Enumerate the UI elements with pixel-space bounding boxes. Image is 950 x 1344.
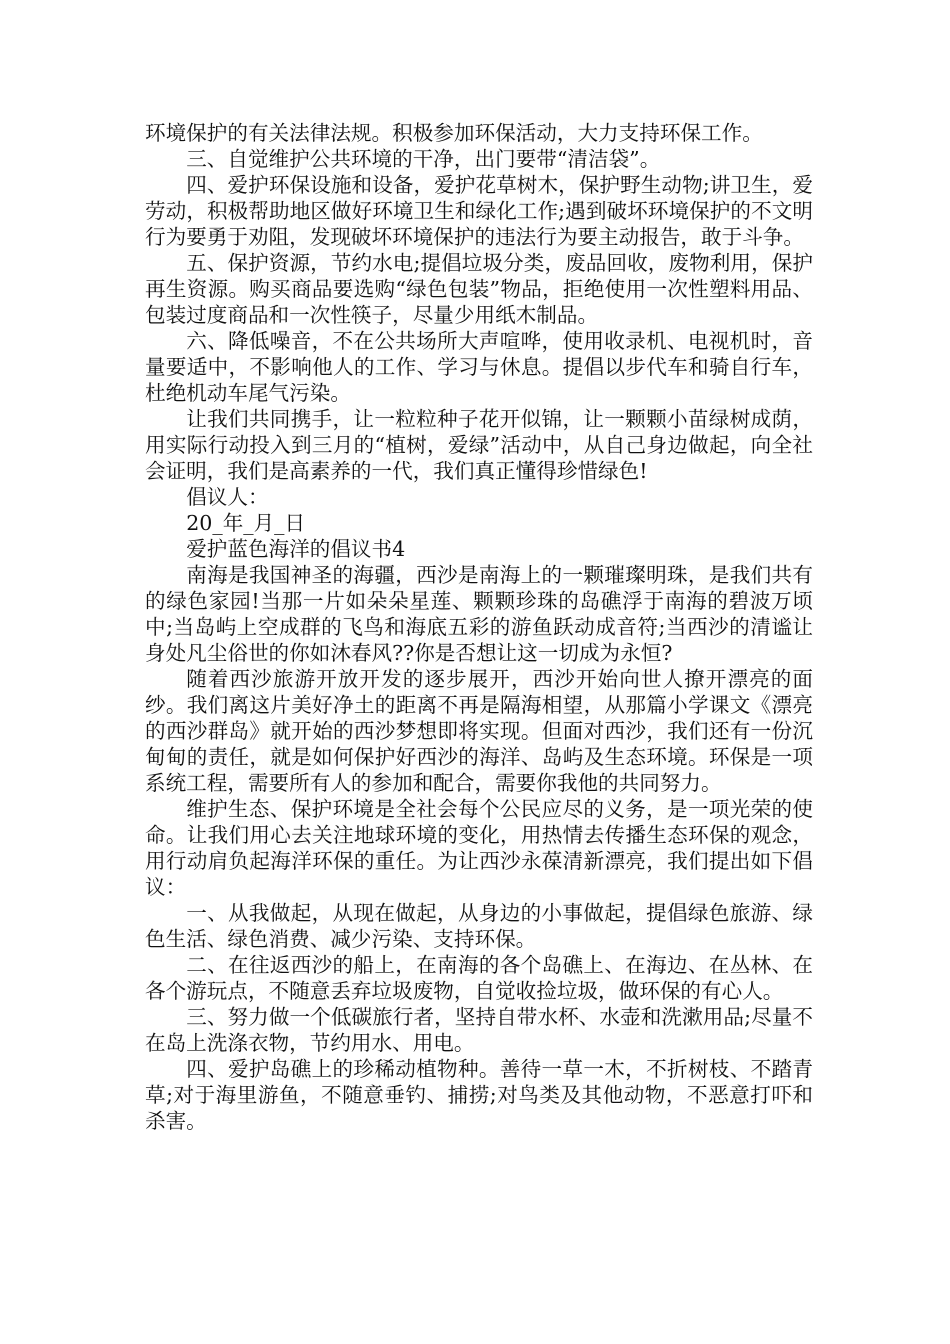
paragraph-3: 四、爱护环保设施和设备，爱护花草树木，保护野生动物;讲卫生，爱劳动，积极帮助地区做好环境卫生和绿化工作;遇到破坏环境保护的不文明行为要勇于劝阻，发现破坏环境保护的违法行为要主动报告，敢于斗争。 <box>145 173 813 249</box>
document-body <box>145 120 813 1134</box>
paragraph-4: 五、保护资源，节约水电;提倡垃圾分类，废品回收，废物利用，保护再生资源。购买商品要选购“绿色包装”物品，拒绝使用一次性塑料用品、包装过度商品和一次性筷子，尽量少用纸木制品。 <box>145 251 813 327</box>
paragraph-1: 环境保护的有关法律法规。积极参加环保活动，大力支持环保工作。 <box>145 121 763 145</box>
paragraph-12: 维护生态、保护环境是全社会每个公民应尽的义务，是一项光荣的使命。让我们用心去关注地球环境的变化，用热情去传播生态环保的观念，用行动肩负起海洋环保的重任。为让西沙永葆清新漂亮，我们提出如下倡议： <box>145 797 813 899</box>
paragraph-10: 南海是我国神圣的海疆，西沙是南海上的一颗璀璨明珠，是我们共有的绿色家园!当那一片如朵朵星莲、颗颗珍珠的岛礁浮于南海的碧波万顷中;当岛屿上空成群的飞鸟和海底五彩的游鱼跃动成音符;当西沙的清谧让身处凡尘俗世的你如沐春风??你是否想让这一切成为永恒? <box>145 563 813 665</box>
paragraph-2: 三、自觉维护公共环境的干净，出门要带“清洁袋”。 <box>186 147 661 171</box>
paragraph-11: 随着西沙旅游开放开发的逐步展开，西沙开始向世人撩开漂亮的面纱。我们离这片美好净土的距离不再是隔海相望，从那篇小学课文《漂亮的西沙群岛》就开始的西沙梦想即将实现。但面对西沙，我们还有一份沉甸甸的责任，就是如何保护好西沙的海洋、岛屿及生态环境。环保是一项系统工程，需要所有人的参加和配合，需要你我他的共同努力。 <box>145 667 813 795</box>
paragraph-16: 四、爱护岛礁上的珍稀动植物种。善待一草一木，不折树枝、不踏青草;对于海里游鱼，不随意垂钓、捕捞;对鸟类及其他动物，不恶意打吓和杀害。 <box>145 1057 813 1133</box>
paragraph-14: 二、在往返西沙的船上，在南海的各个岛礁上、在海边、在丛林、在各个游玩点，不随意丢弃垃圾废物，自觉收捡垃圾，做环保的有心人。 <box>145 953 813 1003</box>
signature-label: 倡议人： <box>186 485 269 509</box>
date-line: 20_年_月_日 <box>186 511 306 535</box>
paragraph-13: 一、从我做起，从现在做起，从身边的小事做起，提倡绿色旅游、绿色生活、绿色消费、减少污染、支持环保。 <box>145 901 813 951</box>
paragraph-15: 三、努力做一个低碳旅行者，坚持自带水杯、水壶和洗漱用品;尽量不在岛上洗涤衣物，节约用水、用电。 <box>145 1005 813 1055</box>
paragraph-6: 让我们共同携手，让一粒粒种子花开似锦，让一颗颗小苗绿树成荫，用实际行动投入到三月的“植树，爱绿”活动中，从自己身边做起，向全社会证明，我们是高素养的一代，我们真正懂得珍惜绿色! <box>145 407 813 483</box>
paragraph-5: 六、降低噪音，不在公共场所大声喧哗，使用收录机、电视机时，音量要适中，不影响他人的工作、学习与休息。提倡以步代车和骑自行车，杜绝机动车尾气污染。 <box>145 329 813 405</box>
section-title: 爱护蓝色海洋的倡议书4 <box>186 537 406 561</box>
